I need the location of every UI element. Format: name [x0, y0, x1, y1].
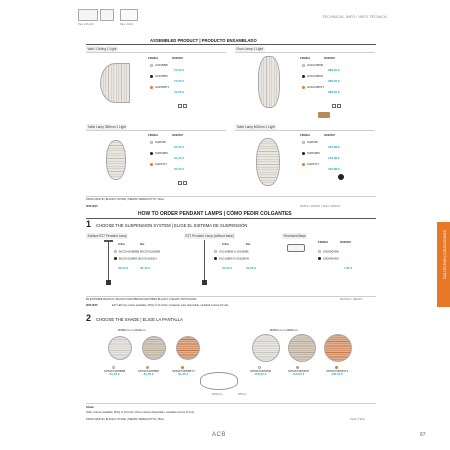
surface-cable-image: [108, 240, 109, 280]
floor-onoff-label: ON/OFF: [324, 56, 336, 60]
table-large-lamp-image: [256, 138, 280, 186]
footer-page-number: 87: [420, 432, 426, 438]
floor-base-image: [318, 112, 330, 118]
wall-lamp-image: [100, 63, 130, 103]
recessed-price: 7,90 €: [344, 266, 353, 270]
table-large-bulb-icon: [338, 174, 344, 180]
step2-title: CHOOSE THE SHADE | ELIGE LA PANTALLA: [96, 317, 183, 322]
step1-number: 1: [86, 219, 92, 229]
assembled-finish-legend: FINISH WHITE | BLANCO STONE | PIEDRA TERRACOTTA | TEJA: [86, 198, 164, 201]
table-small-finish-label: FINISH: [148, 133, 158, 137]
table-large-price-3: 106,88 €: [328, 167, 340, 171]
recessed-base-image: [287, 244, 305, 252]
table-small-box-title: Table Lamp 380mm 1 Light: [87, 124, 126, 129]
recessed-row-2: K0000045N: [318, 257, 339, 261]
table-small-price-1: 91,25 €: [174, 145, 185, 149]
thumb-image-1: [78, 9, 98, 21]
e27-price-1: 25,05 €: [222, 266, 233, 270]
thumb-caption-1: Pag. 216-219: [78, 23, 94, 26]
dims-d2: Ø450mm: [212, 393, 223, 396]
wall-price-2: 72,55 €: [174, 79, 185, 83]
shade-b-lamp-stone: [288, 334, 316, 362]
table-small-price-3: 91,25 €: [174, 167, 185, 171]
surface-row-1: BICON1080BB BICON1081BB: [114, 250, 160, 254]
header-thumbs: [78, 9, 168, 29]
step1-title: CHOOSE THE SUSPENSION SYSTEM | ELIGE EL SISTEMA DE SUSPENSIÓN: [96, 223, 248, 228]
table-small-row-3: S3054TJ: [150, 162, 167, 166]
floor-row-3: H3104380TJ: [302, 85, 324, 89]
assembled-section-title: ASSEMBLED PRODUCT | PRODUCTO ENSAMBLADO: [150, 38, 257, 43]
floor-price-1: 288,25 €: [328, 68, 340, 72]
table-large-onoff-label: ON/OFF: [324, 133, 336, 137]
shade-a-item-1: SPMAT3D55BB 81,35 €: [104, 366, 125, 377]
shade-a-title: Ø380mm x H340mm: [118, 328, 146, 332]
wall-icons: [178, 97, 188, 115]
dims-d1: 380mm: [238, 393, 247, 396]
pendant-note-1: E27 LED Any colour available, MOQ of 10 Units | Cualquier color disponible, cantidad mínima 10 Uds.: [112, 304, 230, 307]
floor-row-1: H3104380B: [302, 63, 323, 67]
shade-note: Other colours available, MOQ of 10 Units | Otros colores disponibles, cantidad mínima 10 Uds.: [86, 411, 195, 414]
surface-row-2: BICON1080N BICON1081N: [114, 257, 157, 261]
e27-cable-image: [204, 240, 205, 280]
e27-row-2: K1010B0N K1010B0N: [214, 257, 249, 261]
recessed-row-1: K0000045B: [318, 250, 339, 254]
shade-note-label: Shade: [86, 406, 94, 409]
shade-b-item-3: SPMAT3D545TJ 106,00 €: [326, 366, 348, 377]
wall-row-2: A3105BN: [150, 74, 168, 78]
wall-row-1: A3105BB: [150, 63, 168, 67]
collection-side-tab-label: COLLECTION | COLECCIONES: [443, 230, 447, 280]
pendant-section-title: HOW TO ORDER PENDANT LAMPS | CÓMO PEDIR COLGANTES: [138, 211, 292, 217]
surface-socket-image: [106, 280, 111, 285]
header-right-text: TECHNICAL INFO / INFO TÉCNICA: [322, 14, 387, 19]
pendant-right-legend-2: TEJA | TEJA: [350, 418, 365, 421]
wall-finish-label: FINISH: [148, 56, 158, 60]
assembled-ip-line: IP20 IK05: [86, 205, 98, 208]
wall-price-1: 72,55 €: [174, 68, 185, 72]
wall-row-3: A3105BTJ: [150, 85, 169, 89]
table-small-icons: [178, 174, 188, 192]
table-large-price-2: 106,88 €: [328, 156, 340, 160]
surface-col2: 6m: [140, 242, 145, 246]
shade-b-lamp-terracotta: [324, 334, 352, 362]
footer-brand: ACB: [212, 432, 226, 438]
thumb-image-3: [120, 9, 138, 21]
e27-socket-image: [202, 280, 207, 285]
pendant-right-legend: BLANCO / NEGRO: [340, 298, 363, 301]
table-small-price-2: 91,25 €: [174, 156, 185, 160]
pendant-legend-1: BF ENTOBRE BLANCO | BLANCO ENTOBRADO ENTOBRE BLANCO | NEGRO TEXTURADO: [86, 298, 197, 301]
table-small-lamp-image: [106, 140, 126, 180]
floor-lamp-image: [258, 56, 280, 108]
surface-col1: 2,5m: [118, 242, 125, 246]
dims-drawing: [200, 372, 238, 390]
floor-price-3: 288,25 €: [328, 90, 340, 94]
e27-col2: 6m: [246, 242, 251, 246]
surface-price-1: 39,00 €: [118, 266, 129, 270]
table-large-row-3: S3054TJ: [302, 162, 319, 166]
table-small-onoff-label: ON/OFF: [172, 133, 184, 137]
shade-b-title: Ø450mm x H380mm: [270, 328, 298, 332]
floor-finish-label: FINISH: [300, 56, 310, 60]
table-small-row-2: S3054BN: [150, 151, 168, 155]
table-small-row-1: S3054B: [150, 140, 166, 144]
floor-row-2: H3104380N: [302, 74, 323, 78]
shade-a-lamp-terracotta: [176, 336, 200, 360]
table-large-price-1: 106,88 €: [328, 145, 340, 149]
e27-box-title: E27 Pendant Lamp (without base): [185, 233, 234, 238]
pendant-ip-line: IP20 IK05: [86, 304, 98, 307]
wall-price-3: 72,55 €: [174, 90, 185, 94]
table-large-row-2: S3054BN: [302, 151, 320, 155]
surface-box-title: Surface E27 Pendant Lamp: [87, 233, 127, 238]
recessed-finish-label: FINISH: [318, 240, 328, 244]
shade-a-item-3: SPMAT3D55BTJ 81,35 €: [172, 366, 195, 377]
shade-b-item-1: SPMAT3D545B 106,00 €: [250, 366, 271, 377]
surface-canopy-image: [104, 240, 113, 242]
table-large-box-title: Table Lamp 600mm 1 Light: [236, 124, 275, 129]
shade-b-item-2: SPMAT3D545P 106,00 €: [288, 366, 309, 377]
e27-row-1: K1010B0B K1010B0B: [214, 250, 249, 254]
thumb-caption-2: Pag. 24-39: [120, 23, 133, 26]
shade-a-lamp-stone: [142, 336, 166, 360]
e27-col1: 2,5m: [222, 242, 229, 246]
shade-a-lamp-white: [108, 336, 132, 360]
floor-icons: [332, 97, 342, 115]
e27-price-2: 34,25 €: [246, 266, 257, 270]
wall-box-title: Wall / Ceiling 1 Light: [87, 46, 117, 51]
step2-number: 2: [86, 313, 92, 323]
floor-price-2: 288,25 €: [328, 79, 340, 83]
floor-box-title: Floor Lamp 1 Light: [236, 46, 264, 51]
pendant-legend-2: FINISH WHITE | BLANCO STONE | PIEDRA TERRACOTTA | TEJA: [86, 418, 164, 421]
surface-price-2: 56,40 €: [140, 266, 151, 270]
assembled-right-legend: WHITE / ADRIVO | TEJA / ADRIVO: [300, 205, 341, 208]
table-large-finish-label: FINISH: [300, 133, 310, 137]
shade-a-item-2: SPMAT3D55BP 81,35 €: [138, 366, 159, 377]
table-large-row-1: S3054B: [302, 140, 318, 144]
thumb-image-2: [100, 9, 114, 21]
recessed-onoff-label: ON/OFF: [340, 240, 352, 244]
wall-onoff-label: ON/OFF: [172, 56, 184, 60]
shade-b-lamp-white: [252, 334, 280, 362]
recessed-box-title: Recessed Base: [283, 233, 306, 238]
